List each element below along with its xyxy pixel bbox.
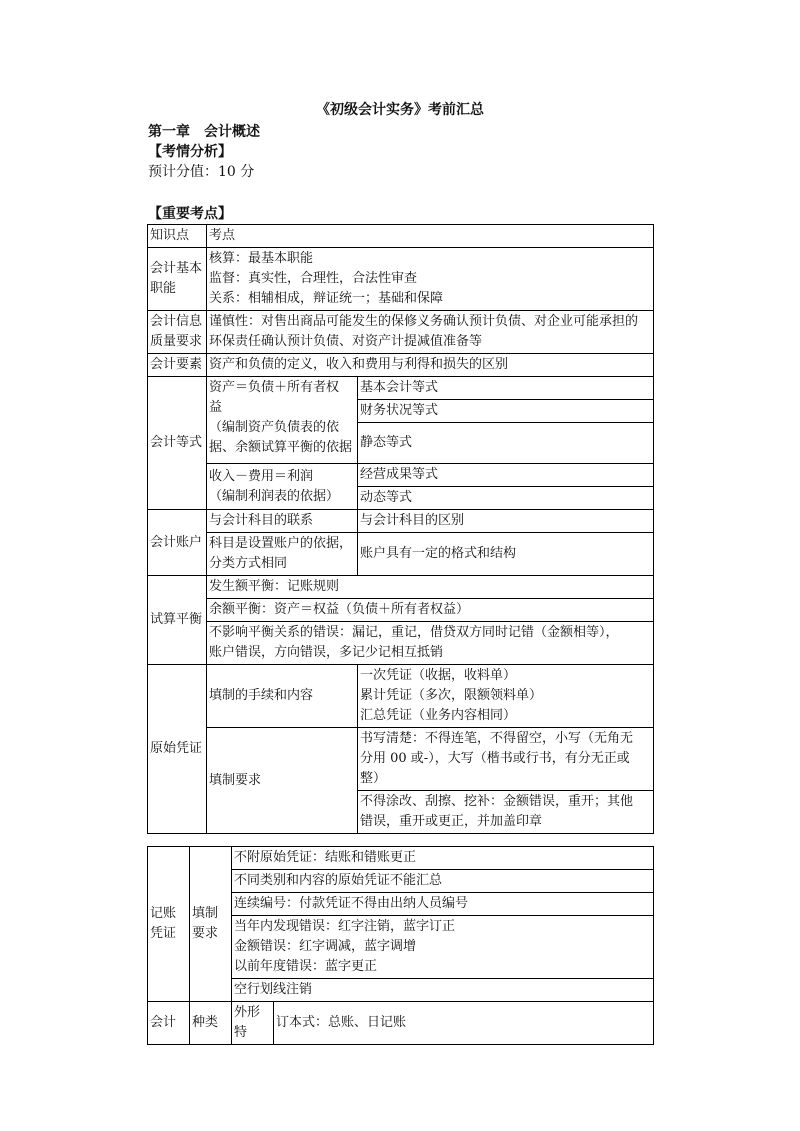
cell-content: 空行划线注销 — [232, 979, 654, 1002]
row-label: 会计 — [148, 1002, 190, 1045]
cell-content: 不影响平衡关系的错误：漏记，重记，借贷双方同时记错（金额相等）， 账户错误，方向错误，多记少记相互抵销 — [207, 622, 654, 665]
cell-content: 核算：最基本职能 监督：真实性，合理性，合法性审查 关系：相辅相成，辩证统一；基础和保障 — [207, 248, 654, 311]
cell-content: 发生额平衡：记账规则 — [207, 576, 654, 599]
header-points: 考点 — [207, 225, 654, 248]
voucher-table — [147, 846, 654, 1045]
cell-content: 与会计科目的区别 — [358, 510, 654, 533]
cell-content: 余额平衡：资产＝权益（负债＋所有者权益） — [207, 599, 654, 622]
expected-score: 预计分值：10 分 — [148, 164, 255, 180]
row-sublabel: 种类 — [190, 1002, 232, 1045]
cell-content: 基本会计等式 — [358, 377, 654, 400]
cell-content: 书写清楚：不得连笔，不得留空，小写（无角无 分用 00 或-），大写（楷书或行书，有分无正或 整） — [358, 728, 654, 791]
cell-content: 经营成果等式 — [358, 464, 654, 487]
table-row — [148, 576, 654, 599]
cell-content: 谨慎性：对售出商品可能发生的保修义务确认预计负债、对企业可能承担的 环保责任确认预计负债、对资产计提减值准备等 — [207, 311, 654, 354]
exam-analysis-heading: 【考情分析】 — [148, 144, 232, 160]
table-row — [148, 510, 654, 533]
cell-content: 订本式：总账、日记账 — [274, 1002, 654, 1045]
cell-content: 与会计科目的联系 — [207, 510, 358, 533]
table-row — [148, 354, 654, 377]
equation-a: 资产＝负债＋所有者权 益 （编制资产负债表的依 据、余额试算平衡的依据 — [207, 377, 358, 464]
cell-content: 资产和负债的定义，收入和费用与利得和损失的区别 — [207, 354, 654, 377]
cell-content: 不附原始凭证：结账和错账更正 — [232, 847, 654, 870]
cell-content: 外形特 — [232, 1002, 274, 1045]
table-row — [148, 622, 654, 665]
table-row — [148, 377, 654, 400]
cell-content: 一次凭证（收据，收料单） 累计凭证（多次，限额领料单） 汇总凭证（业务内容相同） — [358, 665, 654, 728]
cell-content: 动态等式 — [358, 487, 654, 510]
row-label: 会计要素 — [148, 354, 207, 377]
table-row — [148, 599, 654, 622]
table-row — [148, 1002, 654, 1045]
key-points-table — [147, 224, 654, 834]
row-sublabel: 填制 要求 — [190, 847, 232, 1002]
table-row — [148, 225, 654, 248]
row-label: 试算平衡 — [148, 576, 207, 665]
cell-content: 填制的手续和内容 — [207, 665, 358, 728]
cell-content: 填制要求 — [207, 728, 358, 834]
table-row — [148, 464, 654, 487]
document-title: 《初级会计实务》考前汇总 — [316, 102, 484, 118]
table-row — [148, 311, 654, 354]
row-label: 原始凭证 — [148, 665, 207, 834]
cell-content: 不同类别和内容的原始凭证不能汇总 — [232, 870, 654, 893]
cell-content: 当年内发现错误：红字注销，蓝字订正 金额错误：红字调减，蓝字调增 以前年度错误：蓝字更正 — [232, 916, 654, 979]
chapter-heading: 第一章 会计概述 — [148, 124, 260, 140]
table-row — [148, 665, 654, 728]
equation-b: 收入－费用＝利润 （编制利润表的依据） — [207, 464, 358, 510]
row-label: 会计信息 质量要求 — [148, 311, 207, 354]
cell-content: 财务状况等式 — [358, 400, 654, 423]
cell-content: 不得涂改、刮擦、挖补：金额错误，重开；其他 错误，重开或更正，并加盖印章 — [358, 791, 654, 834]
row-label: 会计等式 — [148, 377, 207, 510]
cell-content: 科目是设置账户的依据， 分类方式相同 — [207, 533, 358, 576]
header-knowledge: 知识点 — [148, 225, 207, 248]
table-row — [148, 728, 654, 791]
table-row — [148, 847, 654, 870]
cell-content: 连续编号：付款凭证不得由出纳人员编号 — [232, 893, 654, 916]
cell-content: 账户具有一定的格式和结构 — [358, 533, 654, 576]
table-row — [148, 533, 654, 576]
table-row — [148, 248, 654, 311]
key-points-heading: 【重要考点】 — [148, 206, 232, 222]
row-label: 会计基本 职能 — [148, 248, 207, 311]
row-label: 会计账户 — [148, 510, 207, 576]
row-label: 记账 凭证 — [148, 847, 190, 1002]
cell-content: 静态等式 — [358, 423, 654, 464]
